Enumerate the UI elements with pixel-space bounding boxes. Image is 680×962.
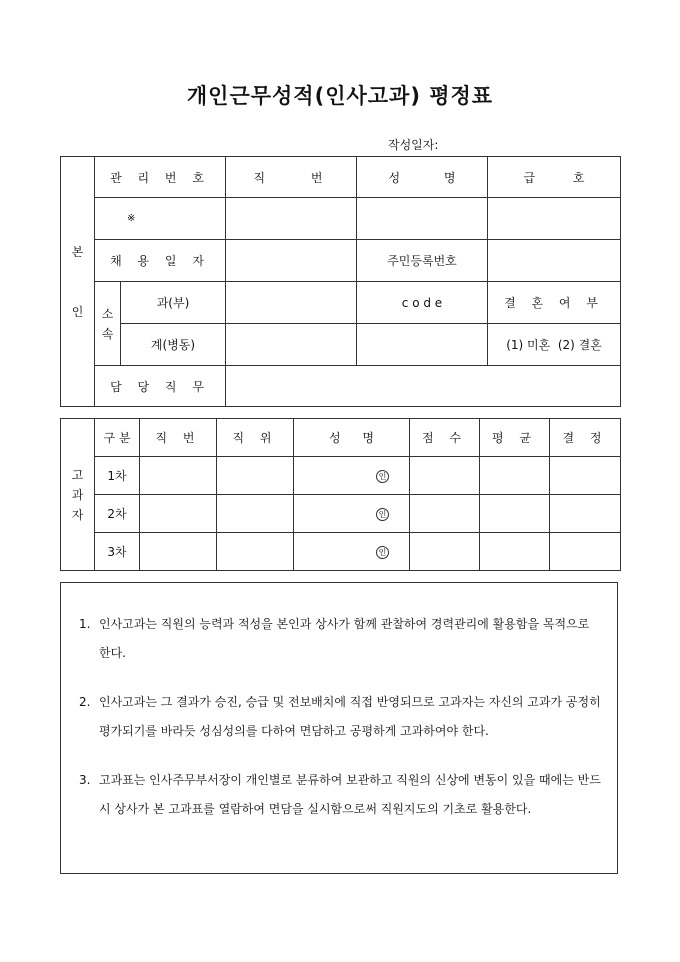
cell[interactable] xyxy=(140,457,217,495)
header-management-number: 관 리 번 호 xyxy=(95,157,226,198)
cell[interactable] xyxy=(217,533,294,571)
header-average: 평 균 xyxy=(480,419,550,457)
header-employee-number: 직 번 xyxy=(140,419,217,457)
evaluator-table xyxy=(60,418,621,571)
ward-label: 계(병동) xyxy=(121,324,226,366)
notes-box xyxy=(60,582,618,874)
header-decision: 결 정 xyxy=(550,419,621,457)
hire-date-label: 채 용 일 자 xyxy=(95,240,226,282)
code-label: c o d e xyxy=(357,282,488,324)
note-item: 2. 인사고과는 그 결과가 승진, 승급 및 전보배치에 직접 반영되므로 고과자는 자신의 고과가 공정히 평가되기를 바라듯 성심성의를 다하여 면담하고 공평하게 고과하여야 한다. xyxy=(79,695,601,738)
page-title: 개인근무성적(인사고과) 평정표 xyxy=(186,84,494,108)
note-item: 3. 고과표는 인사주무부서장이 개인별로 분류하여 보관하고 직원의 신상에 변동이 있을 때에는 반드시 상사가 본 고과표를 열람하여 면담을 실시함으로써 직원지도의 기초로 활용한다. xyxy=(79,773,601,816)
section-label-evaluators: 고 과 자 xyxy=(61,419,95,571)
seal-icon: 인 xyxy=(376,470,389,483)
table-row xyxy=(61,495,621,533)
row-label: 1차 xyxy=(95,457,140,495)
header-name: 성 명 xyxy=(357,157,488,198)
dept-value[interactable] xyxy=(226,282,357,324)
header-position: 직 위 xyxy=(217,419,294,457)
marital-label: 결 혼 여 부 xyxy=(488,282,621,324)
cell[interactable] xyxy=(480,457,550,495)
header-category: 구 분 xyxy=(95,419,140,457)
name-value[interactable] xyxy=(357,198,488,240)
date-label: 작성일자: xyxy=(388,138,439,152)
cell[interactable] xyxy=(550,495,621,533)
table-row xyxy=(61,533,621,571)
management-number-value[interactable] xyxy=(226,198,357,240)
section-label-personal: 본 인 xyxy=(61,157,95,407)
duty-label: 담 당 직 무 xyxy=(95,366,226,407)
signature-cell[interactable] xyxy=(294,533,410,571)
cell[interactable] xyxy=(480,495,550,533)
cell[interactable] xyxy=(550,457,621,495)
note-mark: ※ xyxy=(95,198,226,240)
table-row xyxy=(61,457,621,495)
header-score: 점 수 xyxy=(410,419,480,457)
cell[interactable] xyxy=(217,457,294,495)
seal-icon: 인 xyxy=(376,546,389,559)
cell[interactable] xyxy=(410,495,480,533)
affiliation-label: 소 속 xyxy=(95,282,121,366)
personal-info-table xyxy=(60,156,621,407)
cell[interactable] xyxy=(480,533,550,571)
cell[interactable] xyxy=(140,495,217,533)
ward-value[interactable] xyxy=(226,324,357,366)
signature-cell[interactable] xyxy=(294,495,410,533)
row-label: 3차 xyxy=(95,533,140,571)
seal-icon: 인 xyxy=(376,508,389,521)
hire-date-value[interactable] xyxy=(226,240,357,282)
header-grade: 급 호 xyxy=(488,157,621,198)
header-employee-number: 직 번 xyxy=(226,157,357,198)
dept-label: 과(부) xyxy=(121,282,226,324)
row-label: 2차 xyxy=(95,495,140,533)
grade-value[interactable] xyxy=(488,198,621,240)
code-boxes[interactable] xyxy=(357,324,488,366)
cell[interactable] xyxy=(410,533,480,571)
cell[interactable] xyxy=(550,533,621,571)
rrn-label: 주민등록번호 xyxy=(357,240,488,282)
cell[interactable] xyxy=(140,533,217,571)
signature-cell[interactable] xyxy=(294,457,410,495)
cell[interactable] xyxy=(410,457,480,495)
note-item: 1. 인사고과는 직원의 능력과 적성을 본인과 상사가 함께 관찰하여 경력관리에 활용함을 목적으로 한다. xyxy=(79,617,590,660)
header-name: 성 명 xyxy=(294,419,410,457)
duty-value[interactable] xyxy=(226,366,621,407)
cell[interactable] xyxy=(217,495,294,533)
rrn-value[interactable] xyxy=(488,240,621,282)
marital-options[interactable]: (1) 미혼 (2) 결혼 xyxy=(488,324,621,366)
